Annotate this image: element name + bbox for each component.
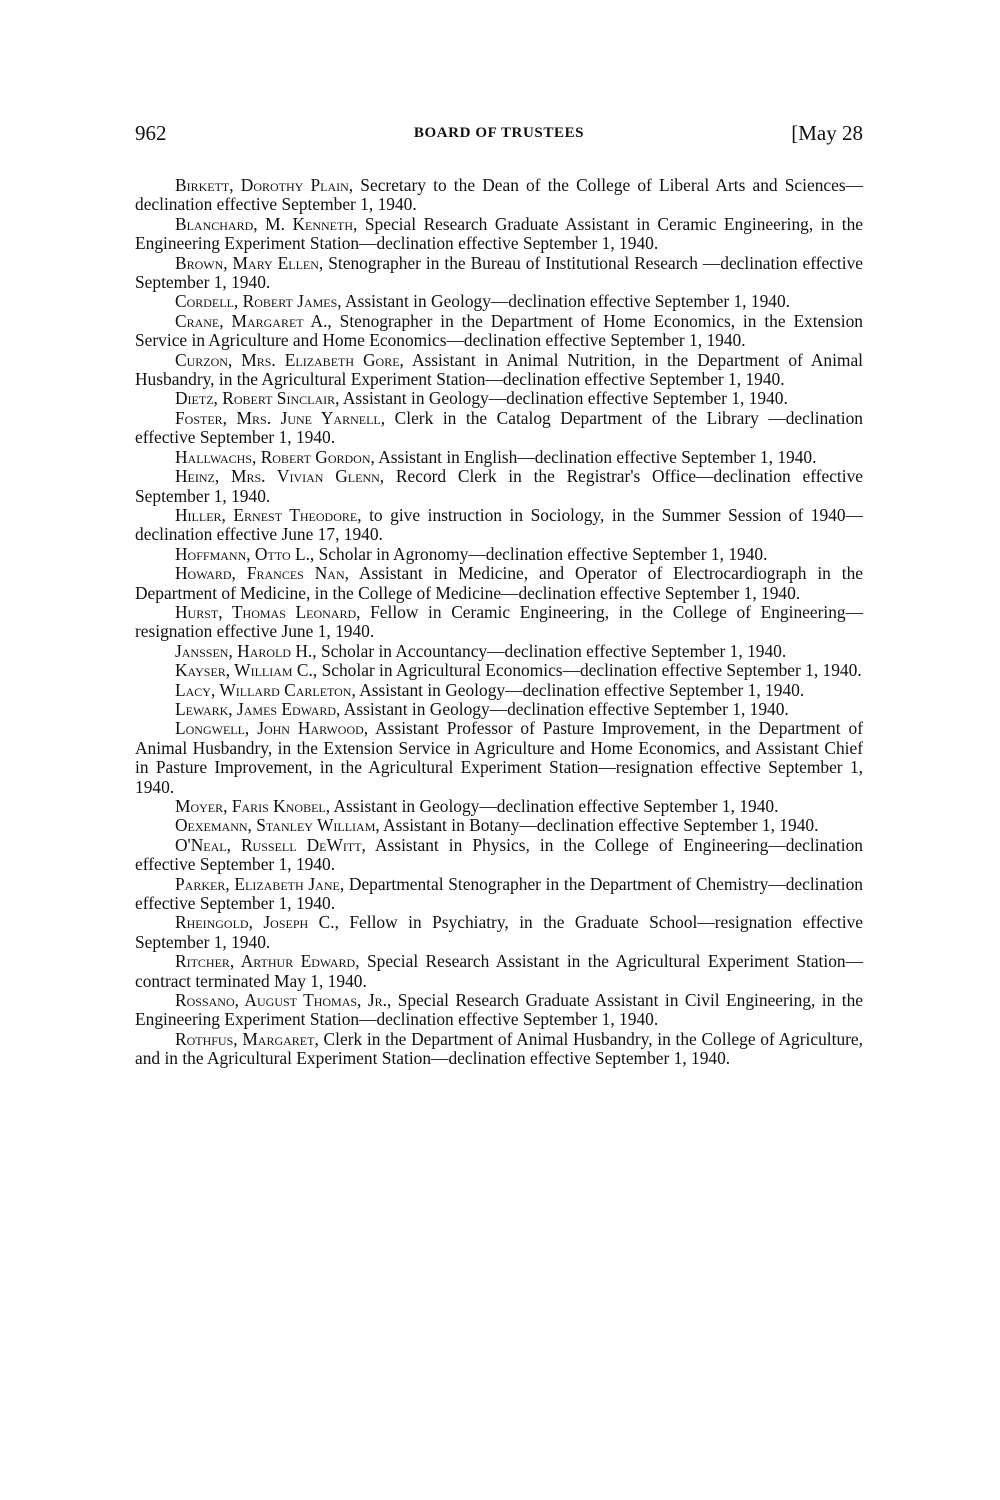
entry-name: Brown, Mary Ellen, (175, 252, 324, 273)
entry-text: Scholar in Agronomy—declination effective September 1, 1940. (314, 543, 768, 564)
entry-name: Moyer, Faris Knobel, (175, 796, 331, 816)
entry-name: Hallwachs, Robert Gordon, (175, 446, 375, 467)
list-item (135, 351, 863, 390)
list-item (135, 564, 863, 603)
list-item (135, 506, 863, 545)
entry-text: Special Research Graduate Assistant in Ceramic Engineering, in the Engineering Experiment Station—declination effective September 1, 1940. (135, 213, 863, 254)
list-item (135, 312, 863, 351)
entry-text: Assistant in Physics, in the College of Engineering—declination effective September 1, 1940. (135, 834, 863, 875)
entry-text: Record Clerk in the Registrar's Office—declination effective September 1, 1940. (135, 466, 863, 506)
entry-text: Fellow in Ceramic Engineering, in the College of Engineering—resignation effective June 1, 1940. (135, 601, 863, 642)
entry-name: Howard, Frances Nan, (175, 563, 349, 584)
entry-text: Stenographer in the Bureau of Institutional Research —declination effective September 1, 1940. (135, 252, 863, 293)
entry-name: Parker, Elizabeth Jane, (175, 873, 345, 894)
entry-name: Lacy, Willard Carleton, (175, 679, 356, 700)
running-date: [May 28 (791, 121, 863, 145)
entry-text: Assistant in English—declination effective September 1, 1940. (374, 446, 817, 467)
entry-name: Ritcher, Arthur Edward, (175, 951, 360, 972)
list-item (135, 545, 863, 564)
entry-text: Special Research Graduate Assistant in Civil Engineering, in the Engineering Experiment Station—declination effective September 1, 1940. (135, 990, 863, 1030)
entry-name: Blanchard, M. Kenneth, (175, 213, 358, 234)
list-item (135, 952, 863, 991)
entry-text: Fellow in Psychiatry, in the Graduate School—resignation effective September 1, 1940. (135, 912, 863, 952)
list-item (135, 875, 863, 914)
entry-name: Birkett, Dorothy Plain, (175, 175, 354, 195)
list-item (135, 292, 863, 311)
list-item (135, 448, 863, 467)
entry-name: Curzon, Mrs. Elizabeth Gore, (175, 349, 404, 370)
list-item (135, 719, 863, 797)
list-item (135, 467, 863, 506)
entry-text: Assistant in Geology—declination effective September 1, 1940. (341, 291, 791, 312)
page-number: 962 (135, 121, 167, 145)
entry-name: Rheingold, Joseph C., (175, 912, 339, 933)
entry-name: Crane, Margaret A., (175, 310, 332, 331)
entry-name: Oexemann, Stanley William, (175, 815, 380, 836)
entry-text: Assistant in Medicine, and Operator of Electrocardiograph in the Department of Medicine, in the College of Medicine—declination effective September 1, 1940. (135, 563, 864, 603)
entry-name: Lewark, James Edward, (175, 698, 341, 719)
entry-name: Dietz, Robert Sinclair, (175, 388, 340, 409)
list-item (135, 389, 863, 408)
list-item (135, 836, 863, 875)
entry-text: Assistant in Geology—declination effective September 1, 1940. (355, 679, 805, 700)
list-item (135, 991, 863, 1030)
entry-text: Scholar in Agricultural Economics—declination effective September 1, 1940. (317, 660, 862, 681)
entry-name: Hoffmann, Otto L., (175, 543, 315, 564)
list-item (135, 700, 863, 719)
entry-text: Stenographer in the Department of Home Economics, in the Extension Service in Agriculture and Home Economics—declination effective September 1, 1940. (135, 310, 863, 351)
list-item (135, 409, 863, 448)
entry-name: Hurst, Thomas Leonard, (175, 601, 361, 622)
entry-name: Janssen, Harold H., (175, 640, 317, 661)
entry-text: Scholar in Accountancy—declination effective September 1, 1940. (316, 640, 787, 661)
entry-name: O'Neal, Russell DeWitt, (175, 834, 366, 855)
entry-list (135, 176, 863, 1069)
entry-name: Rothfus, Margaret, (175, 1028, 319, 1049)
entry-text: Assistant in Botany—declination effective September 1, 1940. (379, 815, 819, 836)
entry-name: Hiller, Ernest Theodore, (175, 504, 362, 525)
running-title: BOARD OF TRUSTEES (413, 125, 585, 141)
entry-text: Assistant in Geology—declination effective September 1, 1940. (340, 698, 789, 719)
list-item (135, 1030, 863, 1069)
entry-name: Longwell, John Harwood, (175, 718, 369, 739)
list-item (135, 215, 863, 254)
entry-text: Assistant in Animal Nutrition, in the Department of Animal Husbandry, in the Agricultural Experiment Station—declination effective September 1, 1940. (135, 349, 863, 390)
running-header (135, 121, 863, 149)
list-item (135, 176, 863, 215)
list-item (135, 913, 863, 952)
entry-text: Secretary to the Dean of the College of Liberal Arts and Sciences—declination effective September 1, 1940. (135, 175, 863, 215)
entry-text: Assistant in Geology—declination effective September 1, 1940. (330, 796, 779, 816)
entry-text: Departmental Stenographer in the Department of Chemistry—declination effective September 1, 1940. (135, 873, 863, 914)
list-item (135, 661, 863, 680)
list-item (135, 681, 863, 700)
list-item (135, 642, 863, 661)
entry-text: to give instruction in Sociology, in the Summer Session of 1940—declination effective June 17, 1940. (135, 504, 863, 545)
entry-name: Heinz, Mrs. Vivian Glenn, (175, 466, 385, 487)
entry-name: Cordell, Robert James, (175, 291, 342, 312)
entry-text: Assistant in Geology—declination effective September 1, 1940. (339, 388, 788, 409)
entry-name: Foster, Mrs. June Yarnell, (175, 407, 386, 428)
entry-text: Clerk in the Department of Animal Husbandry, in the College of Agriculture, and in the Agricultural Experiment Station—declination effective September 1, 1940. (135, 1028, 864, 1069)
entry-name: Kayser, William C., (175, 660, 318, 681)
entry-name: Rossano, August Thomas, Jr., (175, 990, 392, 1011)
entry-text: Assistant Professor of Pasture Improvement, in the Department of Animal Husbandry, in the Extension Service in Agriculture and Home Economics, and Assistant Chief in Pasture Improvement, in the Agricultural Experiment Station—resignation effective September 1, 1940. (135, 718, 863, 797)
list-item (135, 797, 863, 816)
entry-text: Clerk in the Catalog Department of the Library —declination effective September 1, 1940. (135, 407, 863, 448)
entry-text: Special Research Assistant in the Agricultural Experiment Station—contract terminated May 1, 1940. (135, 951, 863, 991)
list-item (135, 254, 863, 293)
list-item (135, 816, 863, 835)
list-item (135, 603, 863, 642)
